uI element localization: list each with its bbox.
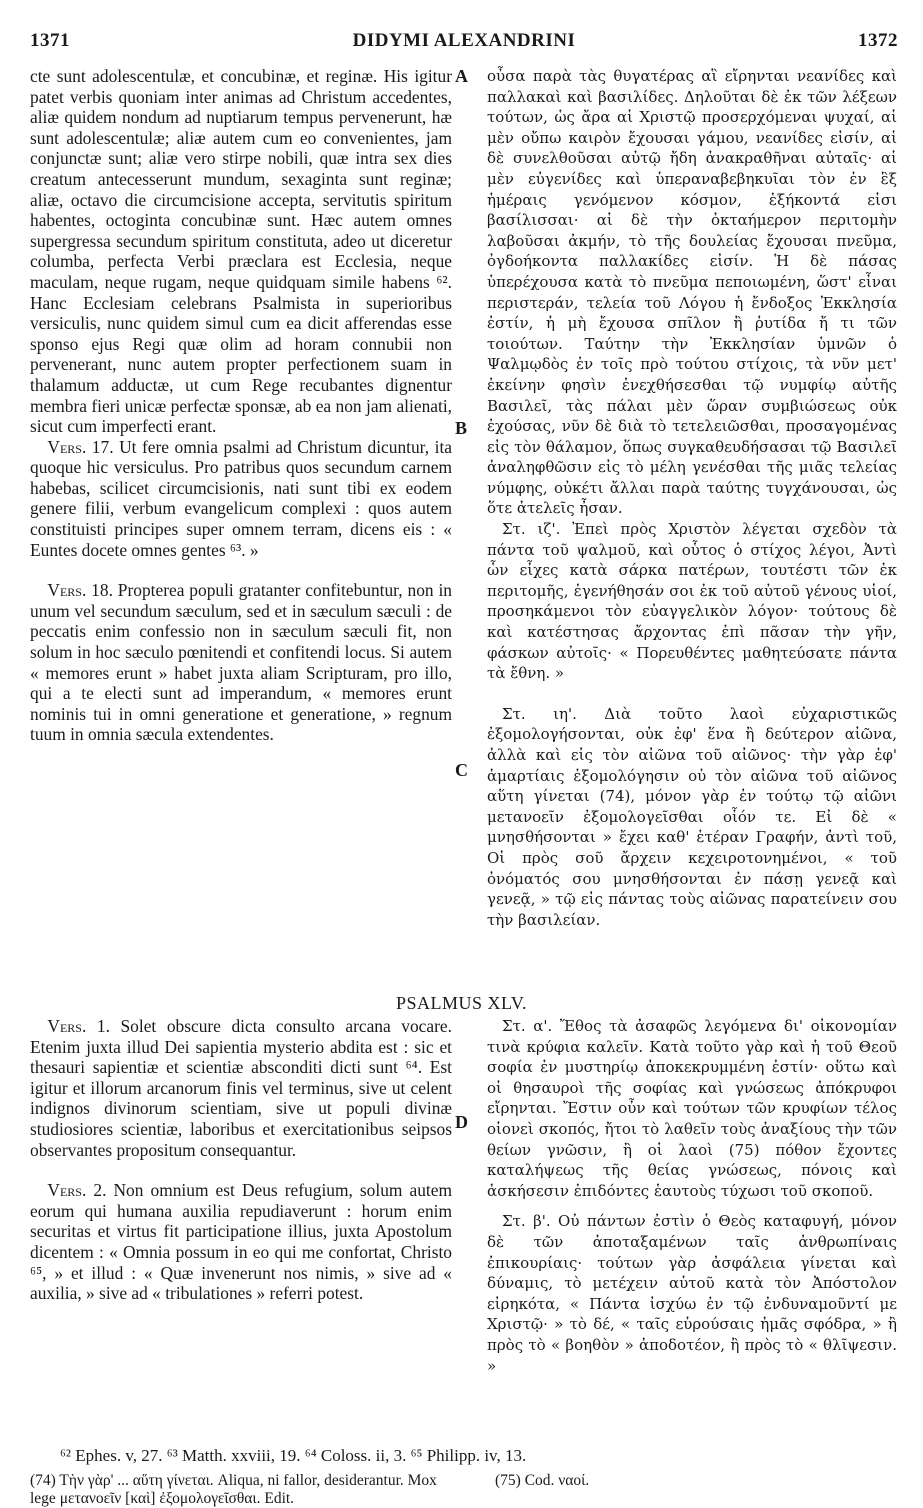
scripture-footnotes: ⁶² Ephes. v, 27. ⁶³ Matth. xxviii, 19. ⁶⁴ Coloss. ii, 3. ⁶⁵ Philipp. iv, 13. [60, 1446, 527, 1465]
running-title: DIDYMI ALEXANDRINI [352, 30, 576, 51]
latin-paragraph-3 [30, 580, 452, 745]
verse-text: Οὐ πάντων ἐστὶν ὁ Θεὸς καταφυγή, μόνον δὲ τῶν ἀποταξαμένων ταῖς ἀνθρωπίναις ἐπικουρίαις· τούτων γὰρ ἀσφάλεια γίνεται καὶ δύναμις, τὸ μετέχειν αὐτοῦ κατὰ τὸν Ἀπόστολον εἰρηκότα, « Πάντα ἰσχύω ἐν τῷ ἐνδυναμοῦντί με Χριστῷ· » τὸ δέ, « ταῖς εὑρούσαις ἡμᾶς σφόδρα, » ἢ πρὸς τὸ « βοηθὸν » ἀποδοτέον, ἢ πρὸς τὸ « θλῖψεσιν. » [487, 1212, 898, 1375]
verse-text: Ἐπεὶ πρὸς Χριστὸν λέγεται σχεδὸν τὰ πάντα τοῦ ψαλμοῦ, καὶ οὗτος ὁ στίχος λέγοι, Ἀντὶ ὧν εἶχες κατὰ σάρκα πατέρων, τουτέστι τῶν ἐκ περιτομῆς, ἐγενήθησάν σοι ἐκ τοῦ αὐτοῦ γένους υἱοί, προσηκάμενοι τὸν εὐαγγελικὸν λόγον· τούτους δὲ καὶ κατέστησας ἄρχοντας ἐπὶ πᾶσαν τὴν γῆν, φάσκων αὐτοῖς· « Πορευθέντες μαθητεύσατε πάντα τὰ ἔθνη. » [487, 520, 897, 683]
latin-paragraph-2 [30, 437, 452, 561]
verse-text: Propterea populi gratanter confitebuntur, non in unum vel secundum sæculum, sed et in sæculum sæculi : de peccatis enim confessio non in sæculum sæculi fit, non solum in hoc sæculo pœnitendi et confitendi locus. Si autem « memores erunt » habet juxta aliam Scripturam, pro illo, qui a te electi sunt ad imperandum, « memores erunt nominis tui in omni generatione et generatione, » regnum tuum in omnia sæcula extendentes. [30, 580, 452, 745]
verse-label: Στ. ιη'. [502, 704, 577, 723]
verse-label: Vers. 1. [47, 1016, 110, 1036]
verse-text: Solet obscure dicta consulto arcana vocare. Etenim juxta illud Dei sapientia mysterio abdita est : sic et thesauri sapientiæ et scientiæ absconditi dicti sunt ⁶⁴. Est igitur et illorum arcanorum finis vel terminus, sive ut celent indignos divinorum scientiam, sive ut populi divinæ studiosiores scientiæ, laboribus et exercitationibus seipsos observantes propositum consequantur. [30, 1016, 452, 1160]
latin-paragraph-4 [30, 1016, 452, 1160]
greek-paragraph-5 [487, 1211, 897, 1376]
latin-paragraph-5 [30, 1180, 452, 1304]
verse-text: Ut fere omnia psalmi ad Christum dicuntur, ita quoque hic versiculus. Pro patribus quos secundum carnem habebas, scilicet circumcisionis, nati sunt tibi ex eodem genere filii, verbum evangelicum complexi : quos autem constituisti principes super omnem terram, dicens eis : « Euntes docete omnes gentes ⁶³. » [30, 436, 452, 560]
greek-column-lower [487, 1016, 897, 1376]
verse-text: Διὰ τοῦτο λαοὶ εὐχαριστικῶς ἐξομολογήσονται, οὐκ ἐφ' ἕνα ἢ δεύτερον αἰῶνα, ἀλλὰ καὶ εἰς τὸν αἰῶνα τοῦ αἰῶνος· τὴν γὰρ ἐφ' ἁμαρτίαις ἐξομολόγησιν οὐ τὸν αἰῶνα τοῦ αἰῶνος αὕτη γίνεται (74), μόνον γὰρ ἐν τούτῳ τῷ αἰῶνι μετανοεῖν ἐξομολογεῖσθαι οἷόν τε. Εἰ δὲ « μνησθήσονται » ἔχει καθ' ἑτέραν Γραφήν, ἀντὶ τοῦ, Οἱ πρὸς σοῦ ἄρχειν κεχειροτονημένοι, « τοῦ ὀνόματός σου μνησθήσονται ἐν πάσῃ γενεᾷ καὶ γενεᾷ, » τῷ εἰς πάντας τοὺς αἰῶνας παρατείνειν σου τὴν βασιλείαν. [487, 704, 897, 929]
margin-marker-a: A [455, 66, 468, 86]
latin-paragraph-1: cte sunt adolescentulæ, et concubinæ, et reginæ. His igitur patet verbis quoniam inter animas ad Christum accedentes, aliæ quidem nondum ad nuptiarum tempus pervenerunt, hæ sunt adolescentulæ; aliæ autem cum eo convenientes, jam conjunctæ sunt; aliæ vero stirpe nobili, quæ intra sex dies creatum antecesserunt mundum, sexaginta sunt reginæ; aliæ, octavo die circumcisione accepta, servitutis spiritum habentes, octoginta concubinæ sunt. Hæc autem omnes supergressa secundum spiritum constituta, adeo ut diceretur columba, perfecta Verbi præclara est Ecclesia, neque maculam, neque rugam, neque quidquam simile habens ⁶². Hanc Ecclesiam celebrans Psalmista in superioribus versiculis, nunc quidem simul cum ea dicit afferendas esse sponso ejus Regi quæ olim ad horam connubii non pervenerant, nunc autem propter perfectionem suam in thalamum adductæ, ut cum Rege recubantes dignentur membra fieri unicæ perfectæ sponsæ, ab ea non jam alienati, sicut cum imperfecti erant. [30, 66, 452, 437]
verse-text: Non omnium est Deus refugium, solum autem eorum qui humana auxilia repudiaverunt : horum enim securitas et virtus fit participatione illius, juxta Apostolum dicentem : « Omnia possum in eo qui me confortat, Christo ⁶⁵, » et illud : « Quæ invenerunt nos nimis, » sive ad « auxilia, » sive ad « tribulationes » referri potest. [30, 1180, 452, 1304]
verse-label: Στ. ιζ'. [502, 520, 561, 539]
page-header [30, 30, 898, 60]
latin-column-lower [30, 1016, 452, 1304]
section-title: PSALMUS XLV. [395, 993, 528, 1013]
margin-marker-c: C [455, 760, 468, 780]
greek-paragraph-3 [487, 704, 897, 931]
margin-marker-b: B [455, 418, 468, 438]
page-number-left: 1371 [30, 30, 70, 51]
editor-note-75: (75) Cod. ναοί. [495, 1472, 590, 1489]
page-number-right: 1372 [858, 30, 898, 51]
verse-label: Vers. 2. [47, 1180, 107, 1201]
verse-label: Vers. 17. [47, 436, 114, 457]
verse-label: Vers. 18. [47, 580, 113, 601]
greek-paragraph-1: οὖσα παρὰ τὰς θυγατέρας αἳ εἴρηνται νεανίδες καὶ παλλακαὶ καὶ βασιλίδες. Δηλοῦται δὲ ἐκ τῶν λέξεων τούτων, ὡς ἄρα αἱ Χριστῷ προσερχόμεναι ψυχαί, αἱ μὲν οὔπω καιρὸν ἔχουσαι γάμου, νεανίδες εἰσίν, αἱ δὲ συνελθοῦσαι αὐτῷ ἤδη ἀνακραθῆναι αὐταῖς· αἱ μὲν εὐγενίδες καὶ ὑπεραναβεβηκυῖαι τὸν ἐν ἓξ ἡμέραις γενόμενον κόσμον, ἑξήκοντά εἰσι βασίλισσαι· αἱ δὲ τὴν ὀκταήμερον περιτομὴν λαβοῦσαι ἀκμήν, τὸ τῆς δουλείας ἔχουσαι πνεῦμα, ὀγδοήκοντα παλλακίδες εἰσίν. Ἡ δὲ πάσας ὑπερέχουσα κατὰ τὸ πνεῦμα πεποιωμένη, ὥστ' εἶναι περιστεράν, τελεία τοῦ Λόγου ἡ ἔνδοξος Ἐκκλησία ἐστίν, ἡ μὴ ἔχουσα σπῖλον ἢ ῥυτίδα ἤ τι τῶν τοιούτων. Ταύτην τὴν Ἐκκλησίαν ὑμνῶν ὁ Ψαλμῳδὸς ἐν τοῖς πρὸ τούτου στίχοις, τὰ νῦν μετ' ἐκείνην φησὶν ἐνεχθήσεσθαι τῷ νυμφίῳ αὐτῆς Βασιλεῖ, τὰς πάλαι μὲν ὥραν συμβιώσεως οὐκ ἐχούσας, νῦν δὲ διὰ τὸ τετελειῶσθαι, προσαγομένας εἰς τὸν θάλαμον, ὅπως συγκαθευδήσασαι τῷ Βασιλεῖ ἀναληφθῶσιν εἰς τὸ μέλη γενέσθαι τῆς μιᾶς τελείας νύμφης, οὐκέτι ἄλλαι παρὰ ταύτης τυγχάνουσαι, ὡς ὅτε ἀτελεῖς ἦσαν. [487, 67, 897, 518]
greek-column [487, 66, 897, 930]
verse-label: Στ. β'. [502, 1212, 551, 1231]
verse-text: Ἔθος τὰ ἀσαφῶς λεγόμενα δι' οἰκονομίαν τινὰ κρύφια καλεῖν. Κατὰ τοῦτο γὰρ καὶ ἡ τοῦ Θεοῦ σοφία ἐν μυστηρίῳ ἀποκεκρυμμένη ἐστίν· οὕτω καὶ οἱ θησαυροὶ τῆς σοφίας καὶ γνώσεως ἀπόκρυφοι εἴρηνται. Ἔστιν οὖν καὶ τούτων τῶν κρυφίων τέλος οἱονεὶ σκοπός, ἤτοι τὸ λαθεῖν τοὺς ἀναξίους τὴν τῶν θείων γνῶσιν, ἢ οἱ λαοὶ (75) πόθον ἔχοντες καταλήψεως τῆς θείας γνώσεως, πόνοις καὶ ἀσκήσεσιν ἐπιδόντες ἑαυτοὺς τύχωσι τοῦ σκοποῦ. [487, 1017, 897, 1200]
margin-marker-d: D [455, 1112, 468, 1132]
greek-paragraph-4 [487, 1016, 897, 1201]
verse-label: Στ. α'. [502, 1017, 553, 1035]
editor-note-74: (74) Τὴν γὰρ' ... αὕτη γίνεται. Aliqua, ni fallor, desiderantur. Mox lege μετανοεῖν [καὶ] ἐξομολογεῖσθαι. Edit. [30, 1472, 437, 1507]
greek-paragraph-2 [487, 519, 897, 684]
latin-column [30, 66, 452, 745]
